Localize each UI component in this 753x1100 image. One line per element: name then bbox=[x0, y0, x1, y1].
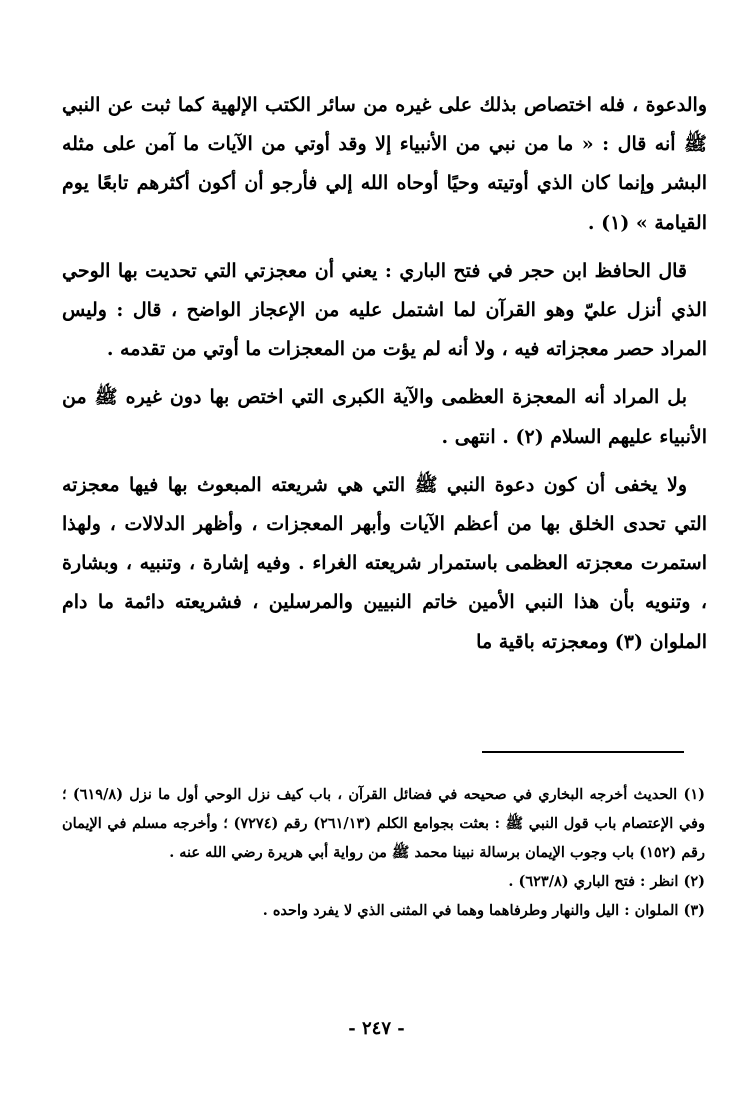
paragraph-3: بل المراد أنه المعجزة العظمى والآية الكبرى التي اختص بها دون غيره ﷺ من الأنبياء عليهم السلام (٢) . انتهى . bbox=[62, 386, 707, 448]
paragraph-1: والدعوة ، فله اختصاص بذلك على غيره من سائر الكتب الإلهية كما ثبت عن النبي ﷺ أنه قال : « ما من نبي من الأنبياء إلا وقد أوتي من الآيات ما آمن على مثله البشر وإنما كان الذي أوتيته وحيًا أوحاه الله إلي فأرجو أن أكون أكثرهم تابعًا يوم القيامة » (١) . bbox=[62, 94, 707, 234]
paragraph-4: ولا يخفى أن كون دعوة النبي ﷺ التي هي شريعته المبعوث بها فيها معجزته التي تحدى الخلق بها من أعظم الآيات وأبهر المعجزات ، وأظهر الدلالات ، ولهذا استمرت معجزته العظمى باستمرار شريعته الغراء . وفيه إشارة ، وتنبيه ، وبشارة ، وتنويه بأن هذا النبي الأمين خاتم النبيين والمرسلين ، فشريعته دائمة ما دام الملوان (٣) ومعجزته باقية ما bbox=[62, 473, 707, 653]
footnotes bbox=[62, 780, 705, 925]
main-text-body bbox=[62, 86, 707, 671]
footnote-separator bbox=[482, 751, 684, 753]
footnote-2: (٢) انظر : فتح الباري (٦٢٣/٨) . bbox=[508, 873, 705, 890]
footnote-3: (٣) الملوان : اليل والنهار وطرفاهما وهما في المثنى الذي لا يفرد واحده . bbox=[262, 902, 705, 919]
paragraph-2: قال الحافظ ابن حجر في فتح الباري : يعني أن معجزتي التي تحديت بها الوحي الذي أنزل عليّ وهو القرآن لما اشتمل عليه من الإعجاز الواضح ، قال : وليس المراد حصر معجزاته فيه ، ولا أنه لم يؤت من المعجزات ما أوتي من تقدمه . bbox=[62, 259, 707, 361]
footnote-1: (١) الحديث أخرجه البخاري في صحيحه في فضائل القرآن ، باب كيف نزل الوحي أول ما نزل (٦١٩/٨) ؛ وفي الإعتصام باب قول النبي ﷺ : بعثت بجوامع الكلم (٢٦١/١٣) رقم (٧٢٧٤) ؛ وأخرجه مسلم في الإيمان رقم (١٥٢) باب وجوب الإيمان برسالة نبينا محمد ﷺ من رواية أبي هريرة رضي الله عنه . bbox=[62, 786, 705, 861]
page-number: - ٢٤٧ - bbox=[348, 1018, 405, 1039]
